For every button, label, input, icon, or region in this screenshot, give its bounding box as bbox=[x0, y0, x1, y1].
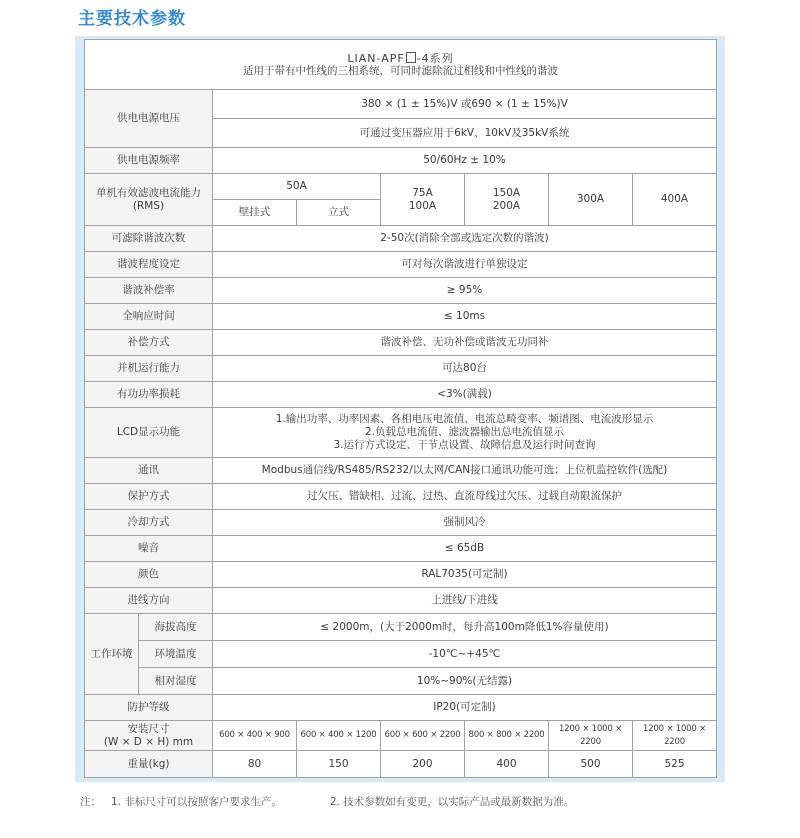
cooling-value: 强制风冷 bbox=[213, 510, 717, 536]
table-row bbox=[85, 382, 717, 408]
table-row bbox=[85, 484, 717, 510]
temperature-value: -10℃~+45℃ bbox=[213, 641, 717, 668]
weight-cell: 200 bbox=[381, 751, 465, 778]
harmonic-setting-label: 谐波程度设定 bbox=[85, 252, 213, 278]
table-row bbox=[85, 458, 717, 484]
color-value: RAL7035(可定制) bbox=[213, 562, 717, 588]
dimension-cell: 600 × 600 × 2200 bbox=[381, 721, 465, 751]
response-time-value: ≤ 10ms bbox=[213, 304, 717, 330]
series-description: 适用于带有中性线的三相系统，可同时滤除流过相线和中性线的谐波 bbox=[243, 64, 558, 77]
table-row bbox=[85, 226, 717, 252]
environment-label: 工作环境 bbox=[85, 614, 139, 695]
harmonic-orders-value: 2-50次(消除全部或选定次数的谐波) bbox=[213, 226, 717, 252]
dimension-cell: 800 × 800 × 2200 bbox=[465, 721, 549, 751]
comm-value: Modbus通信线/RS485/RS232/以太网/CAN接口通讯功能可选；上位机监控软件(选配) bbox=[213, 458, 717, 484]
dimension-cell: 600 × 400 × 900 bbox=[213, 721, 297, 751]
cable-entry-value: 上进线/下进线 bbox=[213, 588, 717, 614]
capacity-label: 单机有效滤波电流能力 (RMS) bbox=[85, 174, 213, 226]
spec-table bbox=[84, 39, 717, 778]
note-2: 2. 技术参数如有变更，以实际产品或最新数据为准。 bbox=[329, 796, 575, 808]
capacity-150a-200a: 150A 200A bbox=[465, 174, 549, 226]
weight-label: 重量(kg) bbox=[85, 751, 213, 778]
table-row bbox=[85, 510, 717, 536]
page-title: 主要技术参数 bbox=[78, 9, 186, 29]
series-name: LIAN-APF -4系列 bbox=[347, 51, 454, 65]
harmonic-setting-value: 可对每次谐波进行单独设定 bbox=[213, 252, 717, 278]
protection-value: 过欠压、错缺相、过流、过热、直流母线过欠压、过载自动限流保护 bbox=[213, 484, 717, 510]
humidity-label: 相对湿度 bbox=[139, 668, 213, 695]
table-row bbox=[85, 562, 717, 588]
color-label: 颜色 bbox=[85, 562, 213, 588]
weight-cell: 400 bbox=[465, 751, 549, 778]
compensation-rate-label: 谐波补偿率 bbox=[85, 278, 213, 304]
footnotes bbox=[80, 794, 584, 809]
frequency-value: 50/60Hz ± 10% bbox=[213, 148, 717, 174]
table-row bbox=[85, 174, 717, 200]
lcd-value: 1.输出功率、功率因素、各相电压电流值、电流总畸变率、频谱图、电流波形显示 2.负载总电流值、滤波器输出总电流值显示 3.运行方式设定、干节点设置、故障信息及运行时间查询 bbox=[213, 408, 717, 458]
table-row bbox=[85, 641, 717, 668]
notes-prefix: 注： bbox=[80, 796, 101, 808]
table-row bbox=[85, 304, 717, 330]
power-loss-label: 有功功率损耗 bbox=[85, 382, 213, 408]
weight-cell: 525 bbox=[633, 751, 717, 778]
dimension-cell: 1200 × 1000 × 2200 bbox=[633, 721, 717, 751]
altitude-value: ≤ 2000m，(大于2000m时，每升高100m降低1%容量使用) bbox=[213, 614, 717, 641]
lcd-label: LCD显示功能 bbox=[85, 408, 213, 458]
table-row bbox=[85, 614, 717, 641]
table-row bbox=[85, 751, 717, 778]
table-row bbox=[85, 408, 717, 458]
weight-cell: 80 bbox=[213, 751, 297, 778]
parallel-value: 可达80台 bbox=[213, 356, 717, 382]
table-row bbox=[85, 588, 717, 614]
capacity-300a: 300A bbox=[549, 174, 633, 226]
table-row bbox=[85, 278, 717, 304]
frequency-label: 供电电源频率 bbox=[85, 148, 213, 174]
dimension-cell: 600 × 400 × 1200 bbox=[297, 721, 381, 751]
capacity-50a-wall: 壁挂式 bbox=[213, 200, 297, 226]
cable-entry-label: 进线方向 bbox=[85, 588, 213, 614]
table-row bbox=[85, 721, 717, 751]
voltage-transformer-note: 可通过变压器应用于6kV、10kV及35kV系统 bbox=[213, 119, 717, 148]
table-row bbox=[85, 695, 717, 721]
compensation-mode-value: 谐波补偿、无功补偿或谐波无功同补 bbox=[213, 330, 717, 356]
protection-label: 保护方式 bbox=[85, 484, 213, 510]
dimension-cell: 1200 × 1000 × 2200 bbox=[549, 721, 633, 751]
ip-value: IP20(可定制) bbox=[213, 695, 717, 721]
table-row bbox=[85, 148, 717, 174]
series-header-row bbox=[85, 40, 717, 90]
compensation-mode-label: 补偿方式 bbox=[85, 330, 213, 356]
weight-cell: 150 bbox=[297, 751, 381, 778]
noise-label: 噪音 bbox=[85, 536, 213, 562]
cooling-label: 冷却方式 bbox=[85, 510, 213, 536]
capacity-50a: 50A bbox=[213, 174, 381, 200]
parallel-label: 并机运行能力 bbox=[85, 356, 213, 382]
table-row bbox=[85, 356, 717, 382]
voltage-value: 380 × (1 ± 15%)V 或690 × (1 ± 15%)V bbox=[213, 90, 717, 119]
ip-label: 防护等级 bbox=[85, 695, 213, 721]
table-row bbox=[85, 668, 717, 695]
noise-value: ≤ 65dB bbox=[213, 536, 717, 562]
temperature-label: 环境温度 bbox=[139, 641, 213, 668]
table-row bbox=[85, 330, 717, 356]
table-row bbox=[85, 536, 717, 562]
series-header bbox=[85, 40, 717, 90]
dimensions-label: 安装尺寸 (W × D × H) mm bbox=[85, 721, 213, 751]
humidity-value: 10%~90%(无结露) bbox=[213, 668, 717, 695]
weight-cell: 500 bbox=[549, 751, 633, 778]
comm-label: 通讯 bbox=[85, 458, 213, 484]
capacity-400a: 400A bbox=[633, 174, 717, 226]
harmonic-orders-label: 可滤除谐波次数 bbox=[85, 226, 213, 252]
voltage-label: 供电电源电压 bbox=[85, 90, 213, 148]
altitude-label: 海拔高度 bbox=[139, 614, 213, 641]
compensation-rate-value: ≥ 95% bbox=[213, 278, 717, 304]
power-loss-value: <3%(满载) bbox=[213, 382, 717, 408]
table-row bbox=[85, 90, 717, 119]
response-time-label: 全响应时间 bbox=[85, 304, 213, 330]
note-1: 1. 非标尺寸可以按照客户要求生产。 bbox=[111, 796, 282, 808]
checkbox-square-icon bbox=[406, 52, 416, 63]
capacity-75a-100a: 75A 100A bbox=[381, 174, 465, 226]
table-row bbox=[85, 252, 717, 278]
capacity-50a-floor: 立式 bbox=[297, 200, 381, 226]
